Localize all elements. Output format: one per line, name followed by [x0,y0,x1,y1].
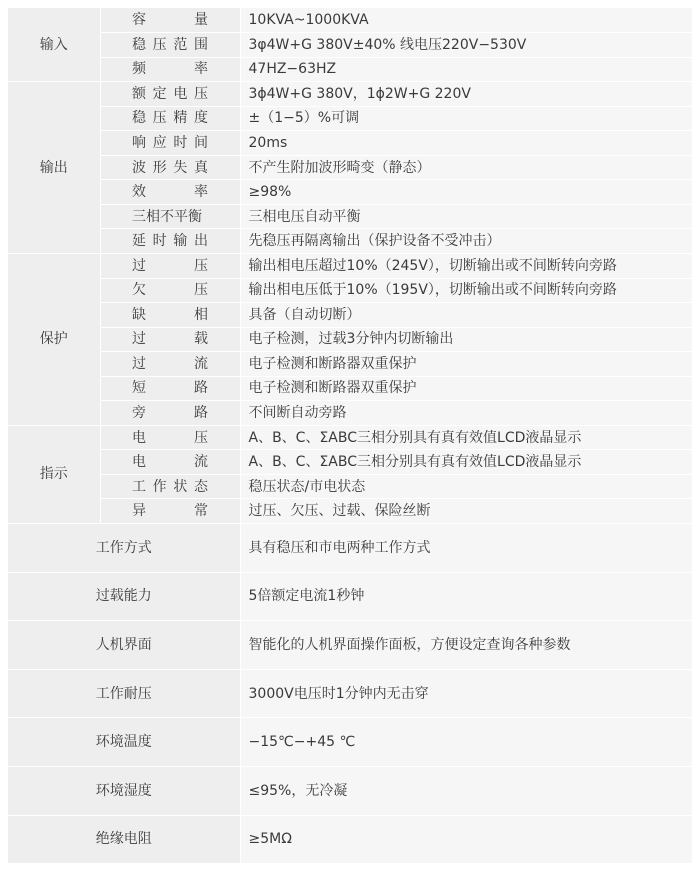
param-value: A、B、C、ΣABC三相分别具有真有效值LCD液晶显示 [240,425,692,450]
param-label: 电流 [132,454,208,471]
param-value: A、B、C、ΣABC三相分别具有真有效值LCD液晶显示 [240,450,692,475]
param-value: 10KVA~1000KVA [240,8,692,33]
param-cell [100,401,240,426]
param-label: 电压 [132,429,208,446]
spec-row-wide [8,621,692,670]
wide-label: 过载能力 [8,572,240,621]
spec-row [8,131,692,156]
param-label: 短路 [132,380,208,397]
spec-row [8,57,692,82]
spec-table-body [8,8,692,864]
param-cell [100,33,240,58]
wide-value: 智能化的人机界面操作面板，方便设定查询各种参数 [240,621,692,670]
wide-label: 工作方式 [8,523,240,572]
spec-row [8,229,692,254]
param-value: 不产生附加波形畸变（静态） [240,155,692,180]
param-value: ±（1−5）%可调 [240,106,692,131]
wide-value: 5倍额定电流1秒钟 [240,572,692,621]
spec-row-wide [8,669,692,718]
wide-label: 人机界面 [8,621,240,670]
param-cell [100,180,240,205]
spec-row [8,499,692,524]
spec-row [8,450,692,475]
group-label: 指示 [8,425,100,523]
param-cell [100,106,240,131]
param-cell [100,8,240,33]
param-label: 容量 [132,12,208,29]
param-cell [100,474,240,499]
spec-row [8,82,692,107]
param-label: 效率 [132,184,208,201]
spec-row-wide [8,766,692,815]
param-label: 三相不平衡 [132,208,202,225]
spec-row [8,204,692,229]
param-value: 电子检测，过载3分钟内切断输出 [240,327,692,352]
spec-row [8,327,692,352]
param-label: 稳压精度 [132,110,208,127]
wide-value: ≥5MΩ [240,815,692,864]
param-label: 延时输出 [132,233,208,250]
param-cell [100,253,240,278]
group-label: 保护 [8,253,100,425]
param-cell [100,278,240,303]
param-label: 欠压 [132,282,208,299]
wide-value: ≤95%，无冷凝 [240,766,692,815]
param-label: 过流 [132,355,208,372]
param-cell [100,327,240,352]
param-cell [100,155,240,180]
spec-row [8,33,692,58]
param-label: 异常 [132,503,208,520]
param-label: 工作状态 [132,478,208,495]
param-label: 旁路 [132,405,208,422]
spec-row [8,8,692,33]
wide-value: −15℃−+45 ℃ [240,718,692,767]
param-label: 额定电压 [132,85,208,102]
spec-row-wide [8,815,692,864]
group-label: 输入 [8,8,100,82]
param-label: 响应时间 [132,135,208,151]
wide-label: 工作耐压 [8,669,240,718]
spec-row-wide [8,523,692,572]
param-cell [100,450,240,475]
param-value: 47HZ−63HZ [240,57,692,82]
spec-row [8,376,692,401]
wide-value: 具有稳压和市电两种工作方式 [240,523,692,572]
param-cell [100,499,240,524]
param-cell [100,131,240,156]
param-value: 3φ4W+G 380V±40% 线电压220V−530V [240,33,692,58]
param-label: 稳压范围 [132,36,208,53]
param-cell [100,82,240,107]
param-value: 过压、欠压、过载、保险丝断 [240,499,692,524]
wide-label: 环境温度 [8,718,240,767]
param-value: 三相电压自动平衡 [240,204,692,229]
spec-row [8,253,692,278]
param-label: 频率 [132,61,208,78]
wide-label: 绝缘电阻 [8,815,240,864]
param-value: 不间断自动旁路 [240,401,692,426]
param-value: 输出相电压低于10%（195V），切断输出或不间断转向旁路 [240,278,692,303]
param-label: 过压 [132,257,208,274]
param-label: 缺相 [132,306,208,323]
param-value: 稳压状态/市电状态 [240,474,692,499]
param-value: 电子检测和断路器双重保护 [240,352,692,377]
spec-row [8,474,692,499]
spec-row [8,401,692,426]
param-cell [100,425,240,450]
spec-row [8,180,692,205]
param-label: 过载 [132,331,208,348]
param-value: 电子检测和断路器双重保护 [240,376,692,401]
spec-row [8,352,692,377]
spec-row [8,303,692,328]
spec-row [8,155,692,180]
param-value: ≥98% [240,180,692,205]
spec-row [8,106,692,131]
param-value: 20ms [240,131,692,156]
param-value: 3ϕ4W+G 380V，1ϕ2W+G 220V [240,82,692,107]
param-value: 具备（自动切断） [240,303,692,328]
wide-value: 3000V电压时1分钟内无击穿 [240,669,692,718]
param-cell [100,376,240,401]
param-cell [100,57,240,82]
param-value: 输出相电压超过10%（245V），切断输出或不间断转向旁路 [240,253,692,278]
param-cell [100,352,240,377]
param-value: 先稳压再隔离输出（保护设备不受冲击） [240,229,692,254]
group-label: 输出 [8,82,100,254]
param-cell [100,229,240,254]
param-label: 波形失真 [132,159,208,176]
param-cell [100,303,240,328]
spec-table [8,8,693,864]
spec-row [8,425,692,450]
param-cell [100,204,240,229]
spec-row-wide [8,718,692,767]
spec-row-wide [8,572,692,621]
wide-label: 环境湿度 [8,766,240,815]
spec-row [8,278,692,303]
